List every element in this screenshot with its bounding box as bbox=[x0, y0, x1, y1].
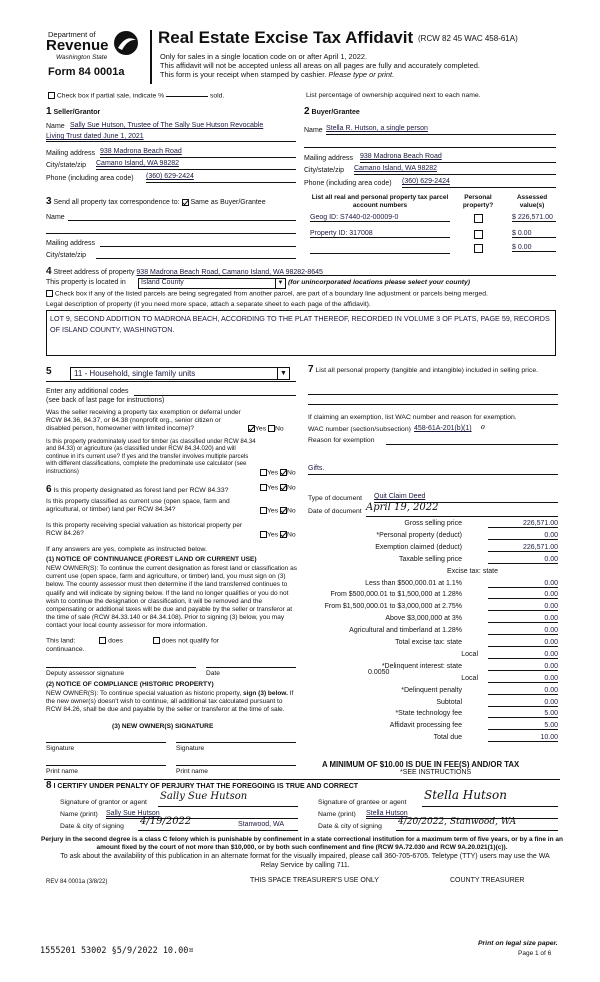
minimum-due-note: A MINIMUM OF $10.00 IS DUE IN FEE(S) AND/OR TAX bbox=[322, 760, 520, 769]
seller-heading: 1 Seller/Grantor bbox=[46, 106, 101, 117]
seller-name-label: Name bbox=[46, 123, 65, 130]
notice-continuance-body: NEW OWNER(S): To continue the current designation as forest land or classification as current use (open space, farm and agriculture, or timber) land, you must sign on (3) below. The county assessor must then determine if the land transferred continues to qualify and will indicate by signing below. If the land no longer qualifies or you do not wish to continue the designation or classification, it will be removed and the compensating or additional taxes will be due and payable by the seller or transferor at the time of sale (RCW 84.33.140 or 84.34.108). Prior to signing (3) below, you may contact your local county assessor for more information. bbox=[46, 565, 297, 630]
perjury-notice: Perjury in the second degree is a class C felony which is punishable by confinement in a state correctional institution for a maximum term of five years, or by a fine in an amount fixed by the court of not more than $10,000, or by both such confinement and fine (RCW 9A.72.030 and RCW 9A.20.021(1)(c)). bbox=[41, 836, 563, 851]
section3-heading: 3 Send all property tax correspondence to: Same as Buyer/Grantee bbox=[46, 196, 266, 207]
section3-city-label: City/state/zip bbox=[46, 252, 87, 259]
legal-paper-note: Print on legal size paper. bbox=[478, 940, 558, 947]
parcel-row-2-value[interactable]: $ 0.00 bbox=[512, 230, 556, 238]
exemption-yes-checkbox[interactable] bbox=[248, 425, 255, 432]
seller-mail-label: Mailing address bbox=[46, 150, 96, 157]
parcel-row-2-personal-checkbox[interactable] bbox=[474, 230, 483, 239]
partial-sale-row: Check box if partial sale, indicate % sold. bbox=[48, 92, 224, 99]
tax-row-label: Taxable selling price bbox=[398, 555, 462, 563]
tax-row-label: *State technology fee bbox=[395, 710, 462, 718]
current-use-yes-checkbox[interactable] bbox=[260, 507, 267, 514]
tax-row bbox=[308, 675, 558, 686]
parcel-header: List all real and personal property tax parcel account numbers bbox=[311, 194, 449, 209]
deputy-assessor-signature-label: Deputy assessor signature bbox=[46, 670, 125, 677]
tax-row-value[interactable]: 0.00 bbox=[488, 663, 558, 671]
grantor-name[interactable]: Sally Sue Hutson bbox=[106, 810, 160, 817]
tax-row bbox=[308, 603, 558, 614]
doc-type-value[interactable]: Quit Claim Deed bbox=[374, 493, 426, 500]
tax-row-label: Local bbox=[461, 674, 478, 682]
header-note-2: This affidavit will not be accepted unless all areas on all pages are fully and accurately completed. bbox=[160, 61, 480, 70]
tax-row bbox=[308, 710, 558, 721]
tax-row-label: Total excise tax: state bbox=[395, 639, 462, 646]
legal-description-label: Legal description of property (if you need more space, attach a separate sheet to each page of the affidavit). bbox=[46, 301, 371, 308]
grantor-name-label: Name (print) bbox=[60, 811, 98, 818]
tax-row-label: Subtotal bbox=[436, 698, 462, 706]
street-address-row: 4 Street address of property 938 Madrona Beach Road, Camano Island, WA 98282-8645 bbox=[46, 266, 323, 277]
tax-row-label: Gross selling price bbox=[404, 520, 462, 527]
header-note-1: Only for sales in a single location code on or after April 1, 2022. bbox=[160, 52, 368, 61]
buyer-mail-value[interactable]: 938 Madrona Beach Road bbox=[360, 153, 442, 160]
seller-phone-label: Phone (including area code) bbox=[46, 175, 134, 182]
seller-name-line2[interactable]: Living Trust dated June 1, 2021 bbox=[46, 133, 144, 140]
grantee-name-label: Name (print) bbox=[318, 811, 356, 818]
seller-city-value[interactable]: Camano Island, WA 98282 bbox=[96, 160, 180, 167]
doc-date-value[interactable]: April 19, 2022 bbox=[366, 502, 439, 513]
tax-row-label: *Personal property (deduct) bbox=[376, 531, 462, 539]
tax-row bbox=[308, 663, 558, 674]
dept-line2: Revenue bbox=[46, 37, 109, 54]
tax-row bbox=[308, 556, 558, 567]
form-revision: REV 84 0001a (3/8/22) bbox=[46, 879, 108, 885]
new-owner-signature-title: (3) NEW OWNER(S) SIGNATURE bbox=[112, 723, 214, 730]
assessed-value-header: Assessed value(s) bbox=[516, 194, 548, 209]
tax-row-value[interactable]: 0.00 bbox=[488, 615, 558, 623]
tax-row-label: *Delinquent penalty bbox=[401, 686, 462, 694]
form-title: Real Estate Excise Tax Affidavit bbox=[158, 28, 414, 47]
notice-compliance-body: NEW OWNER(S): To continue special valuation as historic property, sign (3) below. If the new owner(s) doesn't wish to continue, all additional tax calculated pursuant to RCW 84.26, shall be due and payable by the seller or transferor at the time of sale. bbox=[46, 690, 294, 714]
tax-row bbox=[308, 639, 558, 650]
tax-row-label: From $500,000.01 to $1,500,000 at 1.28% bbox=[330, 591, 462, 599]
tax-row-label: Above $3,000,000 at 3% bbox=[385, 615, 462, 623]
wac-handwritten-mark: ℴ bbox=[480, 421, 485, 432]
tax-row-label: From $1,500,000.01 to $3,000,000 at 2.75% bbox=[324, 603, 462, 611]
partial-sale-checkbox[interactable] bbox=[48, 92, 55, 99]
tax-row-value[interactable]: 0.00 bbox=[488, 603, 558, 611]
grantee-name[interactable]: Stella Hutson bbox=[366, 810, 408, 817]
deputy-date-label: Date bbox=[206, 670, 220, 677]
if-yes-note: If any answers are yes, complete as instructed below. bbox=[46, 546, 207, 553]
grantor-sig-label: Signature of grantor or agent bbox=[60, 799, 147, 806]
chevron-down-icon[interactable]: ▼ bbox=[275, 279, 285, 288]
alt-format-notice: To ask about the availability of this publication in an alternate format for the visually impaired, please call 360-705-6705. Teletype (TTY) users may use the WA Relay Service by calling 711. bbox=[60, 853, 550, 869]
page-number: Page 1 of 6 bbox=[518, 950, 552, 957]
recording-stamp: 1555201 53002 §5/9/2022 10.00¤ bbox=[40, 946, 194, 956]
tax-row bbox=[308, 615, 558, 626]
segregated-checkbox[interactable] bbox=[46, 290, 53, 297]
parcel-row-3-value[interactable]: $ 0.00 bbox=[512, 244, 556, 252]
current-use-answer: Yes No bbox=[260, 507, 296, 514]
buyer-mail-label: Mailing address bbox=[304, 155, 354, 162]
tax-row-value[interactable]: 0.00 bbox=[488, 675, 558, 683]
tax-row bbox=[308, 544, 558, 555]
form-rcw: (RCW 82 45 WAC 458-61A) bbox=[418, 34, 518, 43]
tax-row bbox=[308, 687, 558, 698]
section5-number: 5 bbox=[46, 366, 52, 377]
tax-row-value[interactable]: 0.00 bbox=[488, 687, 558, 695]
list-percentage-note: List percentage of ownership acquired next to each name. bbox=[306, 92, 481, 99]
local-rate: 0.0050 bbox=[368, 669, 390, 676]
owner-signature-label-2: Signature bbox=[176, 745, 205, 752]
doc-date-label: Date of document bbox=[308, 508, 362, 515]
seller-city-label: City/state/zip bbox=[46, 162, 87, 169]
exemption-question: Was the seller receiving a property tax exemption or deferral under RCW 84.36, 84.37, or 84.38 (nonprofit org., senior citizen or disabled person, homeowner with limited income)? bbox=[46, 409, 241, 432]
tax-row-value[interactable]: 0.00 bbox=[488, 627, 558, 635]
tax-row-value[interactable]: 0.00 bbox=[488, 699, 558, 707]
tax-row bbox=[308, 591, 558, 602]
tax-row-value[interactable]: 10.00 bbox=[488, 734, 558, 742]
parcel-row-1-id[interactable]: Geog ID: S7440-02-00009-0 bbox=[310, 214, 450, 222]
tax-row-value[interactable]: 0.00 bbox=[488, 651, 558, 659]
dept-line1: Department of bbox=[48, 30, 96, 39]
street-address-value[interactable]: 938 Madrona Beach Road, Camano Island, WA 98282-8645 bbox=[136, 269, 323, 276]
owner-signature-label-1: Signature bbox=[46, 745, 75, 752]
owner-print-name-label-1: Print name bbox=[46, 768, 78, 775]
historic-no-checkbox[interactable] bbox=[280, 531, 287, 538]
chevron-down-icon[interactable]: ▼ bbox=[277, 368, 289, 379]
land-use-select-value: 11 - Household, single family units bbox=[74, 369, 196, 378]
tax-row-label: *Delinquent interest: state bbox=[381, 662, 462, 670]
grantee-sig-label: Signature of grantee or agent bbox=[318, 799, 407, 806]
tax-row-label: Excise tax: state bbox=[447, 567, 498, 575]
seller-name-line1[interactable]: Sally Sue Hutson, Trustee of The Sally Sue Hutson Revocable bbox=[70, 122, 264, 129]
dept-line3: Washington State bbox=[56, 54, 108, 61]
land-does-checkbox[interactable] bbox=[99, 637, 106, 644]
this-land-row: This land: does does not qualify for bbox=[46, 637, 219, 645]
wac-value[interactable]: 458-61A-201(b)(1) bbox=[414, 425, 472, 432]
tax-row-label: Affidavit processing fee bbox=[389, 722, 462, 730]
tax-row-value[interactable]: 226,571.00 bbox=[488, 544, 558, 552]
grantor-signature[interactable]: Sally Sue Hutson bbox=[160, 791, 248, 802]
buyer-phone-value[interactable]: (360) 629-2424 bbox=[402, 178, 450, 185]
historic-question: Is this property receiving special valuation as historical property per RCW 84.26? bbox=[46, 522, 243, 537]
form-number: Form 84 0001a bbox=[48, 66, 125, 78]
located-in-label: This property is located in bbox=[46, 279, 126, 286]
buyer-city-value[interactable]: Camano Island, WA 98282 bbox=[354, 165, 438, 172]
tax-row-value[interactable]: 0.00 bbox=[488, 532, 558, 540]
tax-row bbox=[308, 520, 558, 531]
current-use-question: Is this property classified as current use (open space, farm and agricultural, or timber) land per RCW 84.34? bbox=[46, 498, 230, 513]
buyer-city-label: City/state/zip bbox=[304, 167, 345, 174]
county-treasurer-label: COUNTY TREASURER bbox=[450, 877, 525, 884]
section7-heading: 7 List all personal property (tangible and intangible) included in selling price. bbox=[308, 364, 538, 375]
legal-description-field[interactable]: LOT 9, SECOND ADDITION TO MADRONA BEACH, ACCORDING TO THE PLAT THEREOF, RECORDED IN VOLUME 3 OF PLATS, PAGE 59, RECORDS OF ISLAND COUNTY, WASHINGTON. bbox=[46, 310, 556, 356]
grantor-city[interactable]: Stanwood, WA bbox=[238, 821, 285, 828]
section3-mail-label: Mailing address bbox=[46, 240, 96, 247]
tax-row-value[interactable]: 5.00 bbox=[488, 722, 558, 730]
buyer-phone-label: Phone (including area code) bbox=[304, 180, 392, 187]
county-select[interactable] bbox=[138, 278, 286, 289]
additional-codes-note: (see back of last page for instructions) bbox=[46, 397, 165, 404]
tax-row-value[interactable]: 0.00 bbox=[488, 639, 558, 647]
certify-heading: 8 I CERTIFY UNDER PENALTY OF PERJURY THAT THE FOREGOING IS TRUE AND CORRECT bbox=[46, 780, 359, 791]
tax-row bbox=[308, 699, 558, 710]
land-does-not-checkbox[interactable] bbox=[153, 637, 160, 644]
notice-compliance-title: (2) NOTICE OF COMPLIANCE (HISTORIC PROPERTY) bbox=[46, 681, 214, 688]
timber-answer: Yes No bbox=[260, 469, 296, 476]
unincorporated-note: (for unincorporated locations please select your county) bbox=[288, 279, 471, 286]
dept-logo-icon bbox=[112, 30, 140, 56]
land-use-select[interactable] bbox=[70, 367, 290, 380]
forest-land-question: 6 Is this property designated as forest land per RCW 84.33? bbox=[46, 484, 229, 495]
seller-phone-value[interactable]: (360) 629-2424 bbox=[146, 173, 194, 180]
tax-row-value[interactable]: 226,571.00 bbox=[488, 520, 558, 528]
grantee-date-label: Date & city of signing bbox=[318, 823, 382, 830]
grantor-date[interactable]: 4/19/2022 bbox=[140, 816, 192, 827]
tax-row bbox=[308, 532, 558, 543]
continuance-label: continuance. bbox=[46, 646, 85, 653]
tax-row bbox=[308, 568, 558, 579]
parcel-row-3-personal-checkbox[interactable] bbox=[474, 244, 483, 253]
parcel-row-1-personal-checkbox[interactable] bbox=[474, 214, 483, 223]
timber-no-checkbox[interactable] bbox=[280, 469, 287, 476]
dept-logo bbox=[46, 28, 146, 84]
see-instructions-note: *SEE INSTRUCTIONS bbox=[400, 769, 472, 776]
grantee-date[interactable]: 4/20/2022, Stanwood, WA bbox=[398, 817, 517, 827]
tax-row-label: Less than $500,000.01 at 1.1% bbox=[365, 579, 462, 587]
tax-row bbox=[308, 734, 558, 745]
forest-land-answer: Yes No bbox=[260, 484, 296, 491]
current-use-no-checkbox[interactable] bbox=[280, 507, 287, 514]
tax-row bbox=[308, 722, 558, 733]
historic-yes-checkbox[interactable] bbox=[260, 531, 267, 538]
tax-row-label: Local bbox=[461, 650, 478, 658]
seller-mail-value[interactable]: 938 Madrona Beach Road bbox=[100, 148, 182, 155]
tax-row-label: Total due bbox=[433, 734, 462, 742]
segregated-row: Check box if any of the listed parcels are being segregated from another parcel, are part of a boundary line adjustment or parcels being merged. bbox=[46, 290, 488, 297]
tax-row-value[interactable]: 5.00 bbox=[488, 710, 558, 718]
buyer-name-label: Name bbox=[304, 127, 323, 134]
parcel-row-3-id[interactable] bbox=[310, 245, 450, 254]
forest-yes-checkbox[interactable] bbox=[260, 484, 267, 491]
same-as-buyer-checkbox[interactable] bbox=[182, 199, 189, 206]
exemption-answer: Yes No bbox=[248, 425, 284, 432]
buyer-heading: 2 Buyer/Grantee bbox=[304, 106, 360, 117]
owner-print-name-label-2: Print name bbox=[176, 768, 208, 775]
exemption-no-checkbox[interactable] bbox=[268, 425, 275, 432]
timber-question: Is this property predominately used for timber (as classified under RCW 84.34 and 84.33) or agriculture (as classified under RCW 84.34.020) and will continue in it's current use? If yes and the transfer involves multiple parcels with different classifications, complete the predominate use calculator (see instructions) bbox=[46, 438, 256, 475]
buyer-name-value[interactable]: Stella R. Hutson, a single person bbox=[326, 125, 428, 132]
parcel-row-2-id[interactable]: Property ID: 317008 bbox=[310, 230, 450, 238]
additional-codes-label: Enter any additional codes bbox=[46, 388, 129, 395]
grantor-date-label: Date & city of signing bbox=[60, 823, 124, 830]
parcel-row-1-value[interactable]: $ 226,571.00 bbox=[512, 214, 556, 222]
county-select-value: Island County bbox=[141, 279, 184, 286]
tax-row-value[interactable]: 0.00 bbox=[488, 580, 558, 588]
tax-row-label: Exemption claimed (deduct) bbox=[375, 543, 462, 551]
forest-no-checkbox[interactable] bbox=[280, 484, 287, 491]
wac-label: WAC number (section/subsection) bbox=[308, 426, 411, 433]
treasurer-use-only: THIS SPACE TREASURER'S USE ONLY bbox=[250, 877, 379, 884]
reason-label: Reason for exemption bbox=[308, 437, 375, 444]
historic-answer: Yes No bbox=[260, 531, 296, 538]
tax-row bbox=[308, 651, 558, 662]
tax-row-value[interactable]: 0.00 bbox=[488, 556, 558, 564]
tax-row-value[interactable]: 0.00 bbox=[488, 591, 558, 599]
tax-row-label: Agricultural and timberland at 1.28% bbox=[349, 627, 462, 635]
timber-yes-checkbox[interactable] bbox=[260, 469, 267, 476]
personal-property-header: Personal property? bbox=[462, 194, 494, 209]
grantee-signature[interactable]: Stella Hutson bbox=[424, 788, 507, 802]
tax-row bbox=[308, 580, 558, 591]
reason-value[interactable]: Gifts. bbox=[308, 465, 325, 472]
exemption-claim-label: If claiming an exemption, list WAC number and reason for exemption. bbox=[308, 414, 517, 421]
notice-continuance-title: (1) NOTICE OF CONTINUANCE (FOREST LAND OR CURRENT USE) bbox=[46, 556, 257, 563]
tax-row bbox=[308, 627, 558, 638]
section3-name-label: Name bbox=[46, 214, 65, 221]
doc-type-label: Type of document bbox=[308, 495, 363, 502]
header-note-3: This form is your receipt when stamped by cashier. Please type or print. bbox=[160, 70, 395, 79]
